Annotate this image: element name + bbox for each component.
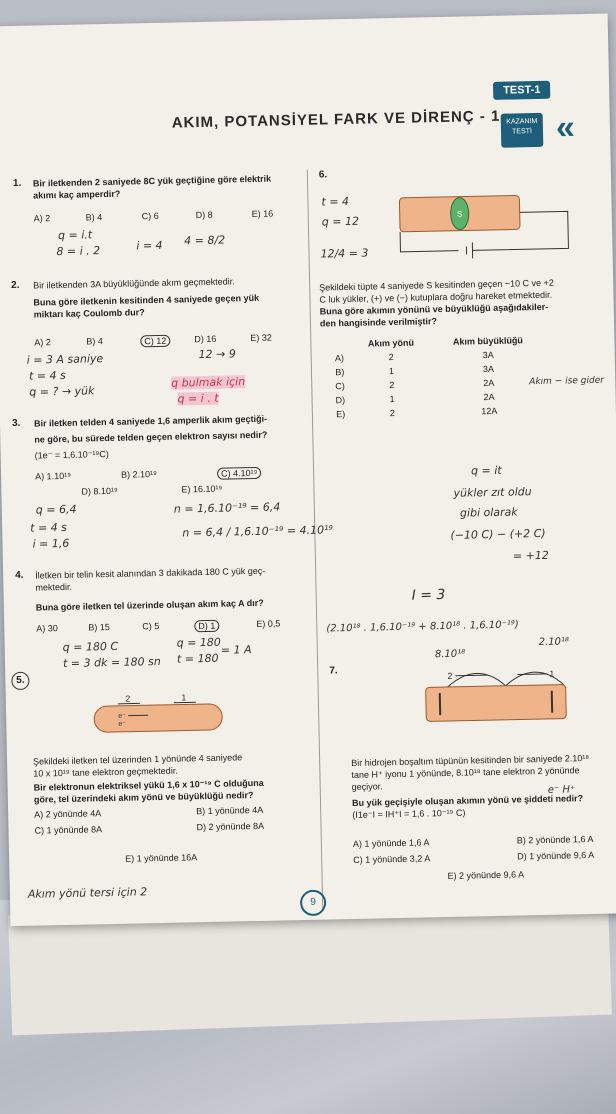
q6-line-1: Şekildeki tüpte 4 saniyede S kesitinden geçen −10 C ve +2 xyxy=(319,277,554,293)
q7-tube-diagram xyxy=(417,662,578,729)
q3-option-b[interactable]: B) 2.10¹⁹ xyxy=(121,469,158,480)
q6-hw-8: = +12 xyxy=(512,548,549,563)
q7-option-c[interactable]: C) 1 yönünde 3,2 A xyxy=(353,853,431,865)
q1-option-e[interactable]: E) 16 xyxy=(251,208,274,219)
test-badge: TEST-1 xyxy=(493,81,551,100)
q2-line-2: Buna göre iletkenin kesitinden 4 saniyede geçen yük xyxy=(33,292,260,308)
q5-number: 5. xyxy=(11,672,29,690)
q2-hw-3: q = ? → yük xyxy=(29,384,95,399)
q3-line-2: ne göre, bu sürede telden geçen elektron sayısı nedir? xyxy=(34,429,268,445)
q4-option-e[interactable]: E) 0,5 xyxy=(256,618,281,629)
q1-option-a[interactable]: A) 2 xyxy=(33,213,51,224)
q1-line-2: akımı kaç amperdir? xyxy=(33,188,121,201)
q6-row-magnitude: 12A xyxy=(481,405,498,417)
q7-label-1: 1 xyxy=(549,668,555,679)
q3-text xyxy=(34,412,311,462)
q3-line-3: (1e⁻ = 1,6.10⁻¹⁹C) xyxy=(34,449,109,461)
q6-hw-7: (−10 C) − (+2 C) xyxy=(450,526,546,542)
q2-option-e[interactable]: E) 32 xyxy=(250,332,272,344)
q3-hw-1: q = 6,4 xyxy=(35,502,77,517)
q3-number: 3. xyxy=(11,417,21,430)
q6-row-magnitude: 2A xyxy=(483,377,495,389)
q7-line-2: tane H⁺ iyonu 1 yönünde, 8.10¹⁸ tane elektron 2 yönünde xyxy=(351,765,580,780)
chevron-left-icon: « xyxy=(555,108,576,147)
q4-option-d[interactable]: D) 1 xyxy=(194,620,219,633)
q6-line-3: Buna göre akımın yönünü ve büyüklüğü aşağıdakiler- xyxy=(319,301,549,317)
q5-label-2: 2 xyxy=(125,693,131,704)
q7-option-b[interactable]: B) 2 yönünde 1,6 A xyxy=(516,833,594,846)
q4-option-c[interactable]: C) 5 xyxy=(142,620,160,632)
q2-hw-5: q bulmak için xyxy=(171,375,246,390)
q4-hw-3: q = 180 xyxy=(176,635,221,650)
q6-row-direction: 1 xyxy=(388,366,395,377)
q7-option-e[interactable]: E) 2 yönünde 9,6 A xyxy=(447,869,525,882)
q3-hw-4: n = 1,6.10⁻¹⁹ = 6,4 xyxy=(173,500,281,516)
q6-row-direction: 2 xyxy=(388,352,394,363)
q4-hw-2: t = 3 dk = 180 sn xyxy=(62,654,161,671)
q2-hw-2: t = 4 s xyxy=(28,368,66,383)
q6-row-direction: 2 xyxy=(389,380,395,391)
q6-hw-2: q = 12 xyxy=(321,214,360,229)
q6-line-4: den hangisinde verilmiştir? xyxy=(319,316,438,329)
q2-option-c[interactable]: C) 12 xyxy=(140,335,170,348)
q6-row-label: E) xyxy=(336,409,346,420)
q6-row-magnitude: 2A xyxy=(483,391,495,403)
q4-hw-1: q = 180 C xyxy=(62,639,119,655)
q7-option-a[interactable]: A) 1 yönünde 1,6 A xyxy=(352,837,430,849)
q6-row-label: A) xyxy=(334,353,345,364)
q2-line-1: Bir iletkenden 3A büyüklüğünde akım geçmektedir. xyxy=(33,276,235,291)
q5-hw-1: Akım yönü tersi için 2 xyxy=(27,885,148,901)
q7-line-1: Bir hidrojen boşaltım tüpünün kesitinden bir saniyede 2.10¹⁸ xyxy=(351,753,590,769)
q6-hw-3: 12/4 = 3 xyxy=(320,246,369,261)
q5-wire-diagram xyxy=(88,694,229,737)
q3-hw-3: i = 1,6 xyxy=(32,536,70,551)
worksheet-page xyxy=(0,13,616,926)
q6-row-label: B) xyxy=(335,367,345,378)
q6-number: 6. xyxy=(318,169,328,181)
q1-hw-3: i = 4 xyxy=(136,238,163,253)
q6-header-direction: Akım yönü xyxy=(367,337,415,349)
q3-option-e[interactable]: E) 16.10¹⁹ xyxy=(181,483,223,495)
q5-option-a[interactable]: A) 2 yönünde 4A xyxy=(34,808,102,820)
q2-text xyxy=(33,274,306,321)
q6-hw-10: Akım − ise gider xyxy=(529,375,605,388)
q5-option-e[interactable]: E) 1 yönünde 16A xyxy=(125,852,198,864)
svg-text:e⁻: e⁻ xyxy=(118,712,126,720)
q4-hw-5: = 1 A xyxy=(220,643,252,657)
q5-label-1: 1 xyxy=(181,693,187,703)
q2-hw-1: i = 3 A saniye xyxy=(26,352,104,367)
svg-text:e⁻: e⁻ xyxy=(118,720,126,728)
q6-row-magnitude: 3A xyxy=(482,363,495,375)
q7-line-4: Bu yük geçişiyle oluşan akımın yönü ve şiddeti nedir? xyxy=(351,793,584,808)
q3-line-1: Bir iletken telden 4 saniyede 1,6 amperlik akım geçtiği- xyxy=(33,413,268,429)
q7-hw-2: 2.10¹⁸ xyxy=(538,636,570,649)
q1-option-c[interactable]: C) 6 xyxy=(141,210,159,222)
q4-line-2: mektedir. xyxy=(35,581,73,593)
q2-option-b[interactable]: B) 4 xyxy=(86,336,103,347)
q4-text xyxy=(35,564,316,614)
q6-hw-1: t = 4 xyxy=(321,194,350,209)
q1-line-1: Bir iletkenden 2 saniyede 8C yük geçtiğine göre elektrik xyxy=(32,173,272,189)
q7-hw-1: (2.10¹⁸ . 1,6.10⁻¹⁹ + 8.10¹⁸ . 1,6.10⁻¹⁹) xyxy=(326,619,519,635)
q4-hw-4: t = 180 xyxy=(176,651,219,666)
q6-tube-diagram xyxy=(387,180,589,264)
q2-option-d[interactable]: D) 16 xyxy=(194,333,217,345)
q1-option-d[interactable]: D) 8 xyxy=(195,209,213,221)
kazanim-badge: KAZANIM TESTİ xyxy=(501,113,544,148)
q4-line-1: İletken bir telin kesit alanından 3 dakikada 180 C yük geç- xyxy=(35,565,266,581)
q6-hw-4: q = it xyxy=(470,463,502,478)
q6-row-direction: 2 xyxy=(389,408,395,419)
q1-number: 1. xyxy=(12,177,22,189)
q3-option-d[interactable]: D) 8.10¹⁹ xyxy=(81,485,118,497)
q7-hw-4: e⁻ H⁺ xyxy=(547,784,576,796)
q6-row-label: C) xyxy=(335,381,345,392)
q5-text xyxy=(33,750,320,806)
q6-s-label: S xyxy=(456,209,463,219)
q1-option-b[interactable]: B) 4 xyxy=(85,212,103,223)
q4-option-a[interactable]: A) 30 xyxy=(36,623,58,634)
q1-hw-2: 8 = i . 2 xyxy=(56,244,101,259)
q6-row-magnitude: 3A xyxy=(482,349,494,361)
q5-option-d[interactable]: D) 2 yönünde 8A xyxy=(196,820,265,833)
page-number: 9 xyxy=(300,890,327,917)
q6-answer-table xyxy=(328,333,545,421)
q2-option-a[interactable]: A) 2 xyxy=(34,337,51,348)
q3-hw-5: n = 6,4 / 1,6.10⁻¹⁹ = 4.10¹⁹ xyxy=(182,523,333,540)
q6-row-label: D) xyxy=(335,395,346,406)
q1-hw-4: 4 = 8/2 xyxy=(184,233,226,248)
q3-hw-2: t = 4 s xyxy=(30,520,68,535)
q7-label-2: 2 xyxy=(447,670,453,681)
q7-line-3: geçiyor. xyxy=(351,781,383,792)
q2-hw-4: 12 → 9 xyxy=(198,347,236,362)
q3-option-a[interactable]: A) 1.10¹⁹ xyxy=(35,470,72,482)
q4-line-3: Buna göre iletken tel üzerinde oluşan akım kaç A dır? xyxy=(35,597,264,613)
q5-line-3: Bir elektronun elektriksel yükü 1,6 x 10⁻¹⁹ C olduğuna xyxy=(33,777,264,793)
q6-text xyxy=(319,275,610,329)
q2-line-3: miktarı kaç Coulomb dur? xyxy=(33,307,145,320)
q6-header-magnitude: Akım büyüklüğü xyxy=(452,335,523,347)
q4-option-b[interactable]: B) 15 xyxy=(88,622,110,633)
q7-text xyxy=(351,751,616,821)
q5-line-1: Şekildeki iletken tel üzerinden 1 yönünde 4 saniyede xyxy=(32,752,243,767)
q7-number: 7. xyxy=(329,665,338,677)
q6-row-direction: 1 xyxy=(389,394,395,405)
q1-hw-1: q = i.t xyxy=(57,228,93,243)
q7-option-d[interactable]: D) 1 yönünde 9,6 A xyxy=(517,849,595,862)
q2-number: 2. xyxy=(11,279,20,292)
q4-number: 4. xyxy=(15,569,24,581)
q7-hw-3: 8.10¹⁸ xyxy=(434,648,466,661)
q5-line-2: 10 x 10¹⁹ tane elektron geçmektedir. xyxy=(33,765,178,779)
q2-hw-6: q = i . t xyxy=(177,391,219,406)
q6-hw-6: gibi olarak xyxy=(459,505,518,520)
q5-line-4: göre, tel üzerindeki akım yönü ve büyüklüğü nedir? xyxy=(33,790,254,805)
q5-option-b[interactable]: B) 1 yönünde 4A xyxy=(196,804,264,817)
q6-hw-5: yükler zıt oldu xyxy=(453,485,532,500)
q6-line-2: C luk yükler, (+) ve (−) kutuplara doğru hareket etmektedir. xyxy=(319,289,553,305)
q6-hw-9: I = 3 xyxy=(411,586,446,604)
q1-text xyxy=(33,172,303,202)
q5-option-c[interactable]: C) 1 yönünde 8A xyxy=(34,824,103,836)
page-title: AKIM, POTANSİYEL FARK VE DİRENÇ - 1 xyxy=(171,107,501,132)
q7-line-5: (I1e⁻I = IH⁺I = 1,6 . 10⁻¹⁹ C) xyxy=(352,807,466,820)
q3-option-c[interactable]: C) 4.10¹⁹ xyxy=(217,467,262,480)
